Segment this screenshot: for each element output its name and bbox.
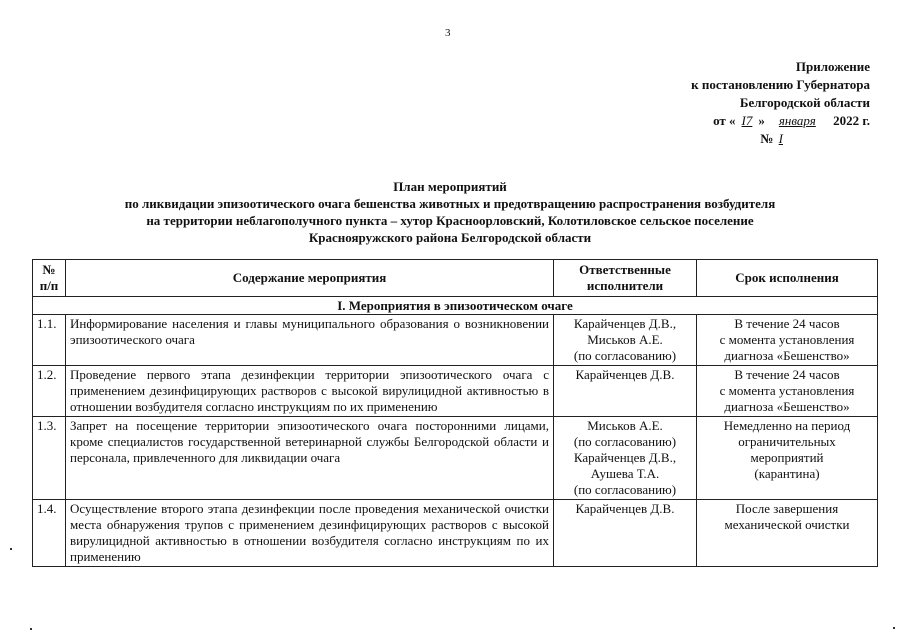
title-line-1: План мероприятий [393, 179, 507, 194]
title-line-2: по ликвидации эпизоотического очага бешенства животных и предотвращению распространения возбудителя [124, 196, 776, 211]
appendix-block [640, 58, 870, 148]
number-value: I [778, 131, 783, 146]
row-responsible: Миськов А.Е. (по согласованию) Карайченцев Д.В., Аушева Т.А. (по согласованию) [554, 417, 697, 500]
row-number: 1.1. [33, 315, 66, 366]
header-content: Содержание мероприятия [66, 260, 554, 297]
row-responsible: Карайченцев Д.В., Миськов А.Е. (по согласованию) [554, 315, 697, 366]
header-term: Срок исполнения [697, 260, 878, 297]
row-responsible: Карайченцев Д.В. [554, 500, 697, 567]
header-num: № п/п [33, 260, 66, 297]
appendix-number [640, 130, 870, 148]
table-row [33, 366, 878, 417]
appendix-region: Белгородской области [739, 95, 870, 110]
date-prefix: от « [713, 113, 736, 128]
row-responsible: Карайченцев Д.В. [554, 366, 697, 417]
table-row [33, 315, 878, 366]
row-term: В течение 24 часов с момента установления диагноза «Бешенство» [697, 315, 878, 366]
appendix-date [640, 112, 870, 130]
row-term: После завершения механической очистки [697, 500, 878, 567]
appendix-decree: к постановлению Губернатора [691, 77, 870, 92]
row-content: Проведение первого этапа дезинфекции территории эпизоотического очага с применением дезинфицирующих растворов с высокой вирулицидной активностью в отношении возбудителя согласно инструкциям по их применению [66, 366, 554, 417]
page-number: 3 [445, 27, 451, 39]
section-row [33, 297, 878, 315]
row-term: В течение 24 часов с момента установления диагноза «Бешенство» [697, 366, 878, 417]
table-row [33, 500, 878, 567]
table-header-row [33, 260, 878, 297]
title-line-3: на территории неблагополучного пункта – хутор Красноорловский, Колотиловское сельское поселение [146, 213, 754, 228]
section-title: I. Мероприятия в эпизоотическом очаге [33, 297, 878, 315]
header-responsible: Ответственные исполнители [554, 260, 697, 297]
date-month: января [778, 113, 816, 128]
row-content: Осуществление второго этапа дезинфекции после проведения механической очистки места обнаружения трупов с применением дезинфицирующих растворов с высокой вирулицидной активностью в отношении возбудителя согласно инструкциям по их применению [66, 500, 554, 567]
document-title [60, 178, 840, 246]
row-number: 1.3. [33, 417, 66, 500]
date-year: 2022 г. [833, 113, 870, 128]
scan-speck [10, 548, 12, 550]
scan-speck [30, 628, 32, 630]
row-term: Немедленно на период ограничительных мероприятий (карантина) [697, 417, 878, 500]
row-content: Информирование населения и главы муниципального образования о возникновении эпизоотического очага [66, 315, 554, 366]
activity-plan-table [32, 259, 878, 567]
appendix-title: Приложение [795, 59, 870, 74]
scan-speck [893, 627, 895, 629]
row-number: 1.2. [33, 366, 66, 417]
number-prefix: № [760, 131, 774, 146]
row-number: 1.4. [33, 500, 66, 567]
date-day: I7 [741, 113, 753, 128]
title-line-4: Краснояружского района Белгородской области [308, 230, 592, 245]
row-content: Запрет на посещение территории эпизоотического очага посторонними лицами, кроме специалистов государственной ветеринарной службы Белгородской области и персонала, привлеченного для ликвидации очага [66, 417, 554, 500]
table-row [33, 417, 878, 500]
date-mid: » [758, 113, 765, 128]
